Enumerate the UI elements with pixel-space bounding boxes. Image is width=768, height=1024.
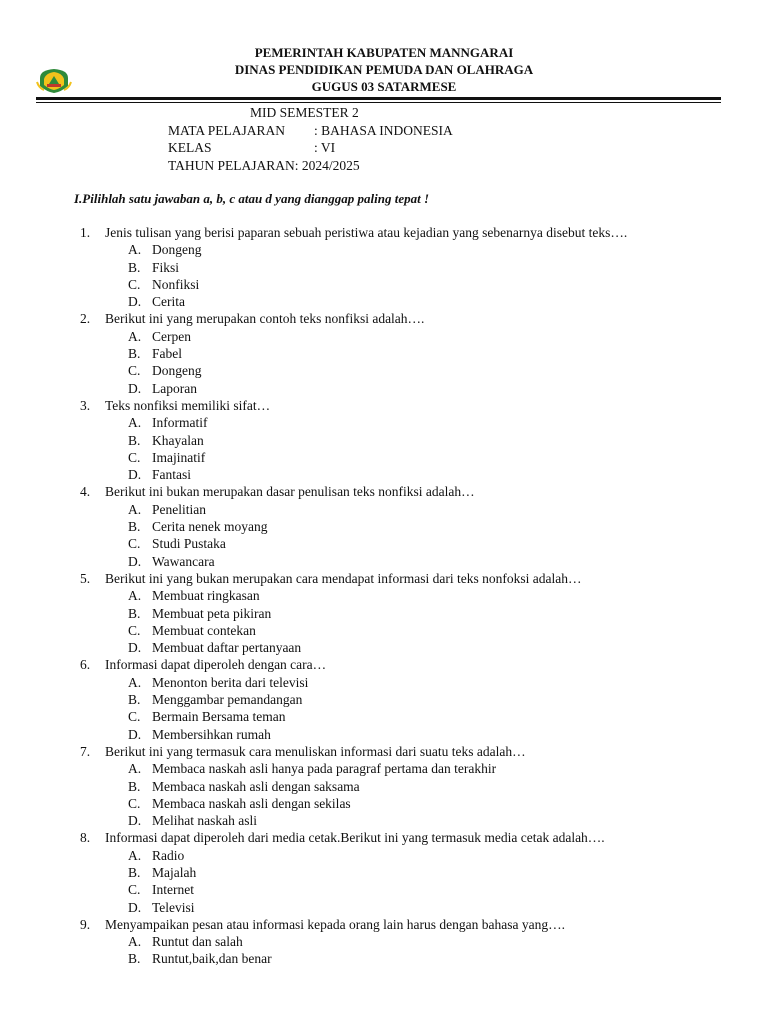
meta-subject-row [168, 122, 453, 140]
option-letter: B. [128, 432, 141, 448]
question-number: 2. [80, 311, 91, 327]
option-text: Membaca naskah asli dengan sekilas [152, 795, 351, 811]
header-rule-thick [36, 97, 721, 100]
question-text: Berikut ini bukan merupakan dasar penulisan teks nonfiksi adalah… [105, 484, 475, 500]
option-letter: B. [128, 259, 141, 275]
option-text: Runtut,baik,dan benar [152, 951, 272, 967]
option-letter: A. [128, 934, 142, 950]
question-number: 3. [80, 397, 91, 413]
question-number: 5. [80, 570, 91, 586]
answer-option [0, 449, 768, 466]
option-letter: A. [128, 847, 142, 863]
option-text: Runtut dan salah [152, 934, 243, 950]
question-text: Teks nonfiksi memiliki sifat… [105, 397, 271, 413]
question-line [0, 310, 768, 327]
option-text: Membuat peta pikiran [152, 605, 272, 621]
option-letter: B. [128, 864, 141, 880]
option-text: Televisi [152, 899, 195, 915]
option-text: Membaca naskah asli dengan saksama [152, 778, 360, 794]
answer-option [0, 553, 768, 570]
option-text: Imajinatif [152, 449, 206, 465]
question-text: Menyampaikan pesan atau informasi kepada orang lain harus dengan bahasa yang…. [105, 916, 565, 932]
answer-option [0, 639, 768, 656]
answer-option [0, 293, 768, 310]
question-item [0, 570, 768, 656]
option-letter: B. [128, 605, 141, 621]
option-text: Fiksi [152, 259, 180, 275]
option-letter: C. [128, 882, 141, 898]
class-value: : VI [314, 140, 336, 155]
option-text: Membersihkan rumah [152, 726, 271, 742]
header-rule-thin [36, 102, 721, 103]
option-letter: D. [128, 467, 142, 483]
subject-value: : BAHASA INDONESIA [314, 122, 453, 138]
option-text: Informatif [152, 415, 208, 431]
letterhead [0, 44, 768, 95]
question-text: Informasi dapat diperoleh dari media cetak.Berikut ini yang termasuk media cetak adalah…. [105, 830, 605, 846]
answer-option [0, 535, 768, 552]
option-text: Melihat naskah asli [152, 813, 257, 829]
question-number: 8. [80, 830, 91, 846]
option-letter: C. [128, 449, 141, 465]
option-letter: C. [128, 795, 141, 811]
answer-option [0, 899, 768, 916]
option-letter: D. [128, 726, 142, 742]
government-name: PEMERINTAH KABUPATEN MANNGARAI [254, 45, 514, 60]
answer-option [0, 518, 768, 535]
option-text: Membuat ringkasan [152, 588, 260, 604]
meta-class-row [168, 139, 453, 157]
option-letter: C. [128, 622, 141, 638]
question-text: Berikut ini yang termasuk cara menuliskan informasi dari suatu teks adalah… [105, 743, 526, 759]
subject-label: MATA PELAJARAN [168, 122, 286, 138]
question-number: 1. [80, 225, 91, 240]
answer-option [0, 622, 768, 639]
option-text: Dongeng [152, 242, 202, 258]
option-text: Fabel [152, 346, 182, 362]
option-letter: B. [128, 519, 141, 535]
option-text: Cerpen [152, 328, 191, 344]
option-letter: D. [128, 553, 142, 569]
answer-option [0, 933, 768, 950]
option-letter: B. [128, 778, 141, 794]
option-letter: D. [128, 380, 142, 396]
answer-option [0, 276, 768, 293]
question-item [0, 224, 768, 310]
option-text: Wawancara [152, 553, 215, 569]
option-text: Khayalan [152, 432, 204, 448]
question-number: 9. [80, 916, 91, 932]
cluster-name: GUGUS 03 SATARMESE [311, 79, 457, 94]
answer-option [0, 414, 768, 431]
question-text: Informasi dapat diperoleh dengan cara… [105, 657, 327, 673]
meta-year-row [168, 157, 453, 175]
answer-option [0, 795, 768, 812]
question-item [0, 829, 768, 915]
option-text: Menggambar pemandangan [152, 692, 303, 708]
option-letter: A. [128, 588, 142, 604]
option-text: Studi Pustaka [152, 536, 226, 552]
question-line [0, 483, 768, 500]
option-letter: D. [128, 813, 142, 829]
answer-option [0, 708, 768, 725]
answer-option [0, 345, 768, 362]
answer-option [0, 587, 768, 604]
class-label: KELAS [168, 140, 212, 155]
answer-option [0, 812, 768, 829]
answer-option [0, 241, 768, 258]
exam-meta [168, 104, 453, 174]
option-letter: B. [128, 692, 141, 708]
question-line [0, 397, 768, 414]
question-line [0, 743, 768, 760]
question-item [0, 310, 768, 396]
question-line [0, 916, 768, 933]
option-letter: C. [128, 363, 141, 379]
answer-option [0, 726, 768, 743]
option-text: Membuat contekan [152, 622, 256, 638]
question-item [0, 397, 768, 483]
answer-option [0, 674, 768, 691]
option-letter: A. [128, 415, 142, 431]
answer-option [0, 259, 768, 276]
option-text: Cerita nenek moyang [152, 519, 268, 535]
regency-emblem-icon [36, 66, 72, 94]
answer-option [0, 328, 768, 345]
question-item [0, 483, 768, 569]
option-text: Laporan [152, 380, 197, 396]
option-letter: A. [128, 328, 142, 344]
section-instruction: I.Pilihlah satu jawaban a, b, c atau d yang dianggap paling tepat ! [74, 191, 430, 206]
question-list [0, 224, 768, 968]
option-letter: B. [128, 346, 141, 362]
year-label: TAHUN PELAJARAN [168, 157, 295, 173]
answer-option [0, 864, 768, 881]
answer-option [0, 501, 768, 518]
question-line [0, 570, 768, 587]
answer-option [0, 362, 768, 379]
question-item [0, 916, 768, 968]
option-letter: A. [128, 501, 142, 517]
option-text: Menonton berita dari televisi [152, 674, 309, 690]
question-line [0, 656, 768, 673]
department-name: DINAS PENDIDIKAN PEMUDA DAN OLAHRAGA [234, 62, 534, 77]
question-number: 4. [80, 484, 91, 500]
option-letter: A. [128, 761, 142, 777]
option-letter: D. [128, 294, 142, 310]
answer-option [0, 466, 768, 483]
answer-option [0, 691, 768, 708]
answer-option [0, 380, 768, 397]
option-letter: D. [128, 899, 142, 915]
answer-option [0, 847, 768, 864]
exam-title: MID SEMESTER 2 [250, 105, 359, 120]
question-number: 7. [80, 743, 91, 759]
option-text: Nonfiksi [152, 276, 200, 292]
answer-option [0, 778, 768, 795]
year-value: : 2024/2025 [294, 157, 360, 173]
option-letter: D. [128, 640, 142, 656]
option-text: Penelitian [152, 501, 206, 517]
answer-option [0, 432, 768, 449]
option-text: Membuat daftar pertanyaan [152, 640, 302, 656]
option-text: Radio [152, 847, 185, 863]
question-item [0, 743, 768, 829]
option-text: Dongeng [152, 363, 202, 379]
option-text: Cerita [152, 294, 185, 310]
question-text: Berikut ini yang merupakan contoh teks nonfiksi adalah…. [105, 311, 425, 327]
option-text: Bermain Bersama teman [152, 709, 286, 725]
option-letter: C. [128, 536, 141, 552]
question-item [0, 656, 768, 742]
answer-option [0, 950, 768, 967]
answer-option [0, 881, 768, 898]
option-letter: C. [128, 709, 141, 725]
option-letter: C. [128, 276, 141, 292]
question-line [0, 224, 768, 241]
question-text: Berikut ini yang bukan merupakan cara mendapat informasi dari teks nonfoksi adalah… [105, 570, 582, 586]
option-text: Membaca naskah asli hanya pada paragraf pertama dan terakhir [152, 761, 497, 777]
option-text: Fantasi [152, 467, 191, 483]
question-number: 6. [80, 657, 91, 673]
answer-option [0, 760, 768, 777]
answer-option [0, 605, 768, 622]
option-letter: A. [128, 242, 142, 258]
question-text: Jenis tulisan yang berisi paparan sebuah peristiwa atau kejadian yang sebenarnya disebut teks…. [105, 225, 628, 240]
option-letter: A. [128, 674, 142, 690]
question-line [0, 829, 768, 846]
option-text: Majalah [152, 864, 197, 880]
option-text: Internet [152, 882, 194, 898]
option-letter: B. [128, 951, 141, 967]
